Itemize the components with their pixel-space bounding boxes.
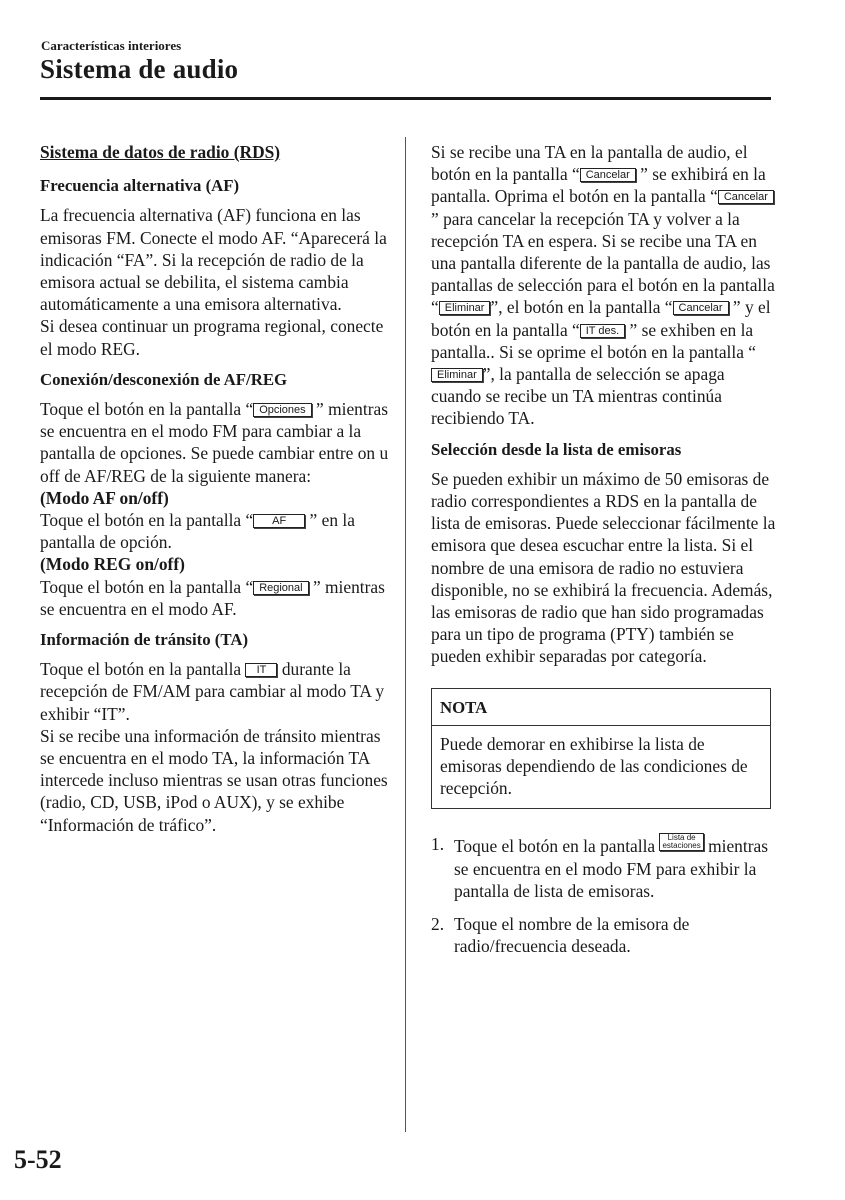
it-button: IT [245,663,277,677]
text: ” mientras se encuentra en el modo FM para cambiar a la pantalla de opciones. Se puede cambiar entre on u off de AF/REG de la siguiente manera: [40,399,389,486]
button-line: Lista de [667,833,696,843]
ta-cancel-paragraph [431,141,776,430]
mode-af-heading: (Modo AF on/off) [40,487,169,508]
button-line: estaciones [662,841,701,851]
page-title: Sistema de audio [40,54,239,84]
ta-interrupt-paragraph: Si se recibe una información de tránsito mientras se encuentra en el modo TA, la información TA intercede incluso mientras se usan otras funciones (radio, CD, USB, iPod o AUX), y se exhibe “Información de tráfico”. [40,725,388,835]
list-item [431,913,776,957]
eliminar-button: Eliminar [431,368,483,382]
station-list-paragraph: Se pueden exhibir un máximo de 50 emisoras de radio correspondientes a RDS en la pantalla de lista de emisoras. Puede seleccionar fácilmente la emisora que desea escuchar entre la lista. Si el nombre de una emisora de radio no estuviera disponible, no se exhibirá la frecuencia. Además, las emisoras de radio que han sido programadas para un tipo de programa (PTY) también se pueden exhibir separadas por categoría. [431,468,776,667]
af-button: AF [253,514,305,528]
text: ” mientras se encuentra en el modo AF. [40,576,385,619]
af-heading: Frecuencia alternativa (AF) [40,176,240,196]
steps-list [431,833,776,957]
station-list-heading: Selección desde la lista de emisoras [431,439,682,459]
right-column [431,141,776,969]
it-des-button: IT des. [580,324,625,338]
text: ” se exhibirá en la pantalla. Oprima el botón en la pantalla “ [431,164,766,207]
text: ” para cancelar la recepción TA y volver a la recepción TA en espera. Si se recibe una TA en una pantalla diferente de la pantalla de audio, las pantallas de selección para el botón en la pantalla “ [431,208,775,318]
step-number: 1. [431,834,445,855]
opciones-button: Opciones [253,403,311,417]
text: ”, el botón en la pantalla “ [490,297,673,318]
text: Toque el botón en la pantalla [40,659,242,680]
text: Toque el botón en la pantalla [454,836,656,857]
reg-paragraph: Si desea continuar un programa regional, conecte el modo REG. [40,316,384,359]
text: Toque el botón en la pantalla “ [40,576,254,597]
text: ” se exhiben en la pantalla.. Si se oprime el botón en la pantalla “ [431,319,757,362]
cancelar-button: Cancelar [673,301,729,315]
regional-button: Regional [253,581,308,595]
cancelar-button: Cancelar [718,190,774,204]
text: mientras se encuentra en el modo FM para exhibir la pantalla de lista de emisoras. [454,836,768,901]
lista-de-estaciones-button [659,833,703,851]
step-text: Toque el nombre de la emisora de radio/frecuencia deseada. [454,914,690,957]
af-reg-paragraph [40,398,392,487]
text: ”, la pantalla de selección se apaga cuando se recibe un TA mientras continúa recibiendo TA. [431,364,725,429]
text: Toque el botón en la pantalla “ [40,510,254,531]
section-label: Características interiores [41,38,182,53]
step-number: 2. [431,914,445,935]
mode-reg-paragraph [40,576,392,620]
text: durante la recepción de FM/AM para cambiar al modo TA y exhibir “IT”. [40,659,385,724]
note-box [431,688,771,810]
mode-reg-heading: (Modo REG on/off) [40,554,185,575]
cancelar-button: Cancelar [580,168,636,182]
af-reg-heading: Conexión/desconexión de AF/REG [40,369,288,389]
mode-af-paragraph [40,509,392,553]
ta-paragraph [40,658,392,725]
column-divider [405,137,406,1132]
text: ” y el botón en la pantalla “ [431,297,771,340]
ta-heading: Información de tránsito (TA) [40,630,249,650]
left-column [40,141,392,836]
step-text [454,833,776,902]
rds-heading: Sistema de datos de radio (RDS) [40,142,281,162]
page-number: 5-52 [14,1145,62,1174]
eliminar-button: Eliminar [439,301,491,315]
text: Toque el botón en la pantalla “ [40,399,254,420]
note-body: Puede demorar en exhibirse la lista de emisoras dependiendo de las condiciones de recepción. [440,733,748,799]
note-heading: NOTA [432,689,770,726]
list-item [431,833,776,902]
text: Si se recibe una TA en la pantalla de audio, el botón en la pantalla “ [431,142,748,185]
title-rule [40,97,771,100]
text: ” en la pantalla de opción. [40,510,355,553]
af-paragraph: La frecuencia alternativa (AF) funciona en las emisoras FM. Conecte el modo AF. “Aparecerá la indicación “FA”. Si la recepción de radio de la emisora actual se debilita, el sistema cambia automáticamente a una emisora alternativa. [40,205,387,315]
